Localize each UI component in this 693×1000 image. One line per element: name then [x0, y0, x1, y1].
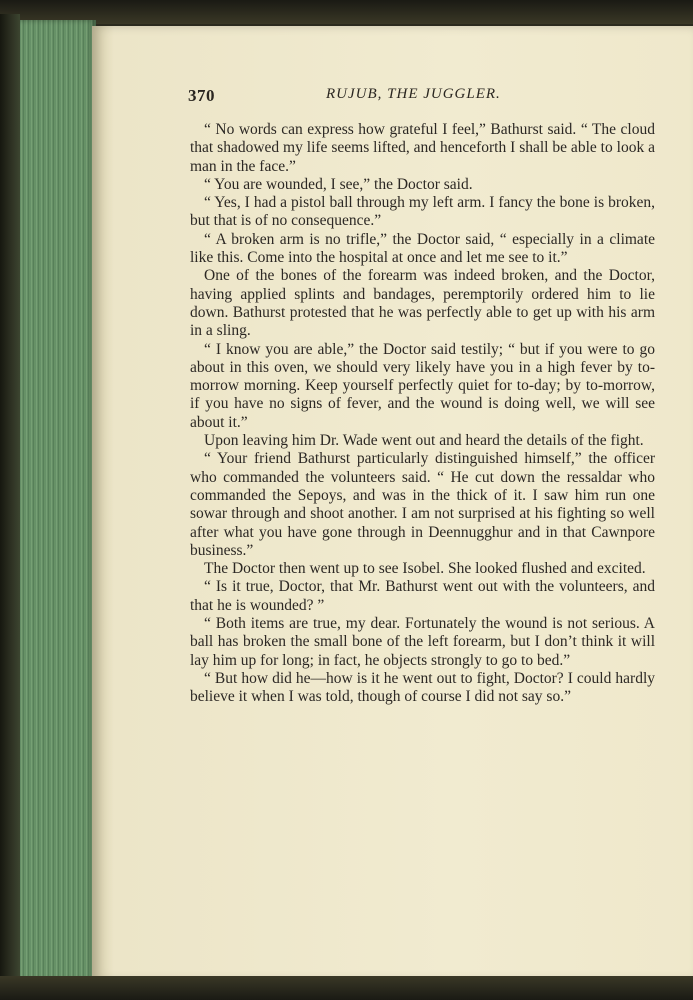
page-number: 370	[188, 86, 215, 105]
paragraph: “ Is it true, Doctor, that Mr. Bathurst went out with the volunteers, and that he is wounded? ”	[190, 578, 655, 614]
paragraph: “ No words can express how grateful I feel,” Bathurst said. “ The cloud that shadowed my life seems lifted, and henceforth I shall be able to look a man in the face.”	[190, 121, 655, 175]
paragraph: “ I know you are able,” the Doctor said testily; “ but if you were to go about in this oven, we should very likely have you in a high fever by to-morrow morning. Keep yourself perfectly quiet for to-day; by to-morrow, if you have no signs of fever, and the wound is doing well, we will see about it.”	[190, 340, 655, 431]
running-title: RUJUB, THE JUGGLER.	[326, 86, 501, 102]
page-header	[92, 86, 672, 110]
book-cover-edge	[0, 14, 20, 989]
paragraph: Upon leaving him Dr. Wade went out and heard the details of the fight.	[204, 432, 644, 450]
paragraph: One of the bones of the forearm was indeed broken, and the Doctor, having applied splints and bandages, peremptorily ordered him to lie down. Bathurst protested that he was perfectly able to get up with his arm in a sling.	[190, 267, 655, 340]
bottom-shadow	[0, 976, 693, 1000]
paragraph: “ Yes, I had a pistol ball through my left arm. I fancy the bone is broken, but that is of no consequence.”	[190, 194, 655, 230]
paragraph: “ Both items are true, my dear. Fortunately the wound is not serious. A ball has broken the small bone of the left forearm, but I don’t think it will lay him up for long; in fact, he objects strongly to go to bed.”	[190, 615, 655, 669]
paragraph: The Doctor then went up to see Isobel. She looked flushed and excited.	[204, 560, 646, 578]
paragraph: “ But how did he—how is it he went out to fight, Doctor? I could hardly believe it when I was told, though of course I did not say so.”	[190, 669, 655, 706]
paragraph: “ A broken arm is no trifle,” the Doctor said, “ especially in a climate like this. Come into the hospital at once and let me see to it.”	[190, 230, 655, 267]
body-text	[190, 121, 655, 707]
paragraph: “ Your friend Bathurst particularly distinguished himself,” the officer who commanded the volunteers said. “ He cut down the ressaldar who commanded the Sepoys, and was in the thick of it. I saw him run one sowar through and shoot another. I am not surprised at his fighting so well after what you have gone through in Deennugghur and in that Cawnpore business.”	[190, 450, 655, 559]
top-shadow	[0, 0, 693, 24]
page-edges	[20, 20, 96, 982]
paragraph: “ You are wounded, I see,” the Doctor said.	[204, 175, 473, 193]
